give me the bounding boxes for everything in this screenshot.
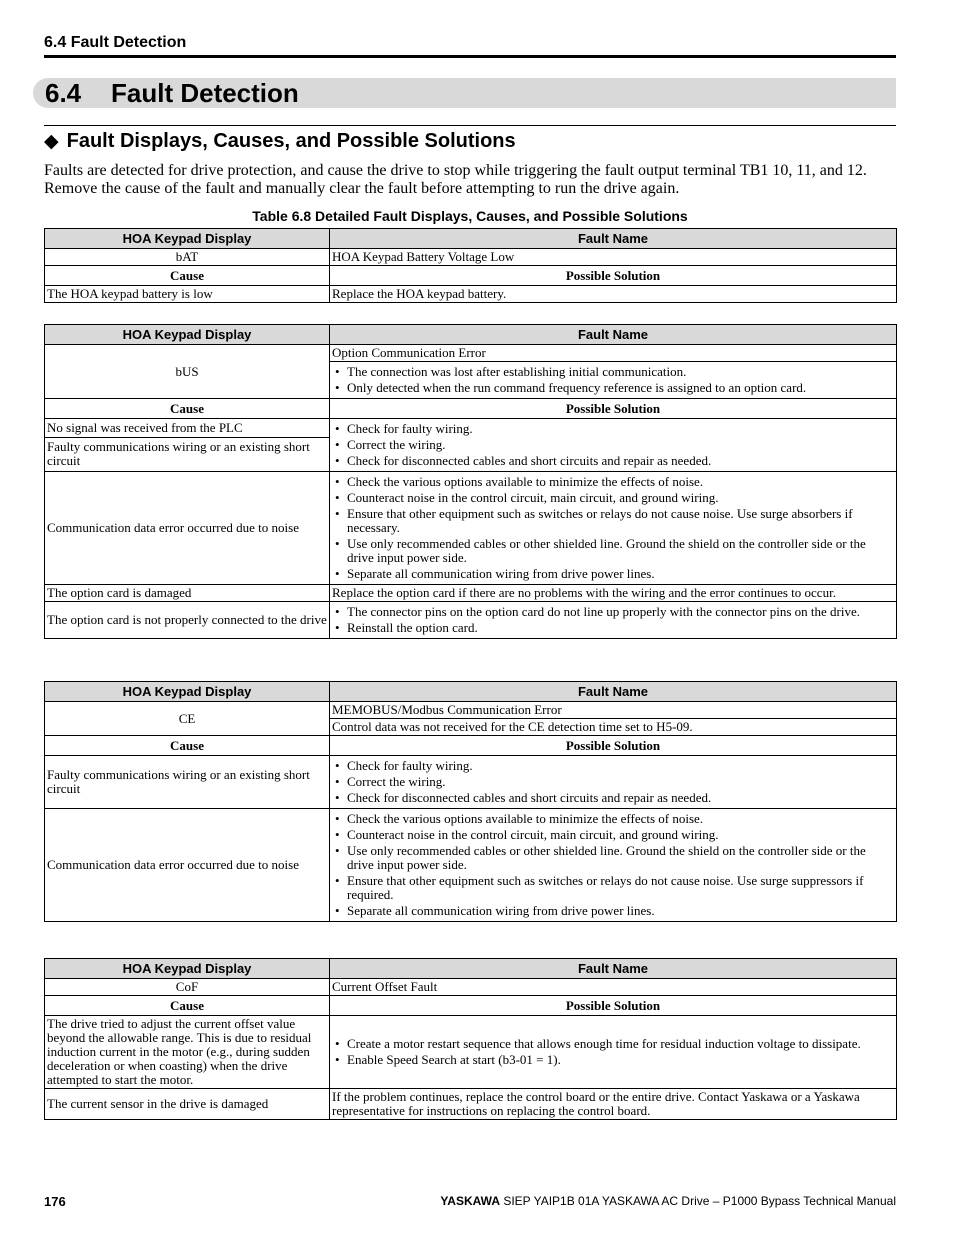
column-header-display: HOA Keypad Display: [45, 959, 330, 979]
cause-header-row: [45, 736, 897, 756]
list-item: • Use only recommended cables or other shielded line. Ground the shield on the controller side or the drive input power side.: [332, 537, 894, 565]
column-header-cause: Cause: [45, 399, 330, 419]
list-item: • Separate all communication wiring from drive power lines.: [332, 904, 894, 918]
section-number: 6.4: [45, 78, 82, 108]
column-header-cause: Cause: [45, 736, 330, 756]
cause-cell: The option card is damaged: [45, 585, 330, 602]
solution-cell: [330, 472, 897, 585]
column-header-display: HOA Keypad Display: [45, 682, 330, 702]
column-header-solution: Possible Solution: [330, 736, 897, 756]
fault-notes: [330, 362, 897, 399]
list-item: • Check for disconnected cables and short circuits and repair as needed.: [332, 791, 894, 805]
header-rule: [44, 55, 896, 58]
cause-cell: The option card is not properly connected to the drive: [45, 602, 330, 639]
list-item: • Check for faulty wiring.: [332, 422, 894, 436]
table-header-row: [45, 959, 897, 979]
cause-cell: Communication data error occurred due to noise: [45, 809, 330, 922]
fault-table-cof: [44, 958, 897, 1120]
list-item: • Create a motor restart sequence that allows enough time for residual induction voltage to dissipate.: [332, 1037, 894, 1051]
table-row: [45, 1089, 897, 1120]
column-header-solution: Possible Solution: [330, 996, 897, 1016]
cause-header-row: [45, 266, 897, 286]
solution-cell: [330, 602, 897, 639]
list-item: • Reinstall the option card.: [332, 621, 894, 635]
solution-cell: [330, 756, 897, 809]
table-caption: Table 6.8 Detailed Fault Displays, Causes, and Possible Solutions: [252, 208, 688, 224]
subsection-title: Fault Displays, Causes, and Possible Solutions: [66, 130, 516, 152]
list-item: • Only detected when the run command frequency reference is assigned to an option card.: [332, 381, 894, 395]
list-item: • Ensure that other equipment such as switches or relays do not cause noise. Use surge suppressors if required.: [332, 874, 894, 902]
list-item: • The connection was lost after establishing initial communication.: [332, 365, 894, 379]
cause-cell: Communication data error occurred due to noise: [45, 472, 330, 585]
solution-cell: Replace the HOA keypad battery.: [330, 286, 897, 303]
bullet-list: [332, 1037, 894, 1067]
page-number: 176: [44, 1194, 66, 1209]
cause-cell: The current sensor in the drive is damaged: [45, 1089, 330, 1120]
table-row: [45, 702, 897, 719]
keypad-display-code: CE: [45, 702, 330, 736]
list-item: • Enable Speed Search at start (b3-01 = 1).: [332, 1053, 894, 1067]
list-item: • Ensure that other equipment such as switches or relays do not cause noise. Use surge absorbers if necessary.: [332, 507, 894, 535]
cause-header-row: [45, 996, 897, 1016]
solution-cell: [330, 419, 897, 472]
column-header-solution: Possible Solution: [330, 399, 897, 419]
column-header-solution: Possible Solution: [330, 266, 897, 286]
list-item: • The connector pins on the option card do not line up properly with the connector pins on the drive.: [332, 605, 894, 619]
fault-table-bat: [44, 228, 897, 303]
table-row: [45, 419, 897, 438]
table-header-row: [45, 229, 897, 249]
column-header-fault-name: Fault Name: [330, 325, 897, 345]
solution-cell: [330, 1016, 897, 1089]
table-row: [45, 249, 897, 266]
column-header-fault-name: Fault Name: [330, 959, 897, 979]
list-item: • Correct the wiring.: [332, 438, 894, 452]
table-row: [45, 472, 897, 585]
cause-cell: Faulty communications wiring or an existing short circuit: [45, 756, 330, 809]
solution-cell: [330, 809, 897, 922]
fault-name: Current Offset Fault: [330, 979, 897, 996]
table-row: [45, 979, 897, 996]
keypad-display-code: CoF: [45, 979, 330, 996]
table-header-row: [45, 682, 897, 702]
footer-text: [440, 1194, 896, 1208]
bullet-list: [332, 475, 894, 581]
cause-cell: No signal was received from the PLC: [45, 419, 330, 438]
keypad-display-code: bAT: [45, 249, 330, 266]
table-row: [45, 286, 897, 303]
diamond-bullet-icon: ◆: [44, 131, 59, 152]
cause-cell: Faulty communications wiring or an existing short circuit: [45, 437, 330, 471]
bullet-list: [332, 605, 894, 635]
footer-doc-title: SIEP YAIP1B 01A YASKAWA AC Drive – P1000 Bypass Technical Manual: [503, 1194, 896, 1208]
fault-table-bus: [44, 324, 897, 639]
cause-cell: The drive tried to adjust the current offset value beyond the allowable range. This is due to residual induction current in the motor (e.g., during sudden deceleration or when coasting) when the drive attempted to start the motor.: [45, 1016, 330, 1089]
section-title-text: Fault Detection: [111, 78, 299, 108]
table-row: [45, 602, 897, 639]
fault-note: Control data was not received for the CE detection time set to H5-09.: [330, 719, 897, 736]
fault-name: MEMOBUS/Modbus Communication Error: [330, 702, 897, 719]
column-header-cause: Cause: [45, 266, 330, 286]
table-row: [45, 756, 897, 809]
fault-table-ce: [44, 681, 897, 922]
list-item: • Use only recommended cables or other shielded line. Ground the shield on the controller side or the drive input power side.: [332, 844, 894, 872]
fault-name: Option Communication Error: [330, 345, 897, 362]
table-row: [45, 585, 897, 602]
column-header-fault-name: Fault Name: [330, 229, 897, 249]
intro-paragraph: Faults are detected for drive protection, and cause the drive to stop while triggering the fault output terminal TB1 10, 11, and 12. Remove the cause of the fault and manually clear the fault before attempting to run the drive again.: [44, 162, 867, 197]
list-item: • Counteract noise in the control circuit, main circuit, and ground wiring.: [332, 828, 894, 842]
column-header-display: HOA Keypad Display: [45, 229, 330, 249]
list-item: • Correct the wiring.: [332, 775, 894, 789]
fault-name: HOA Keypad Battery Voltage Low: [330, 249, 897, 266]
table-header-row: [45, 325, 897, 345]
bullet-list: [332, 422, 894, 468]
list-item: • Check the various options available to minimize the effects of noise.: [332, 812, 894, 826]
list-item: • Separate all communication wiring from drive power lines.: [332, 567, 894, 581]
subsection-rule: [44, 125, 896, 126]
solution-cell: Replace the option card if there are no problems with the wiring and the error continues to occur.: [330, 585, 897, 602]
keypad-display-code: bUS: [45, 345, 330, 399]
column-header-display: HOA Keypad Display: [45, 325, 330, 345]
column-header-cause: Cause: [45, 996, 330, 1016]
table-row: [45, 809, 897, 922]
bullet-list: [332, 812, 894, 918]
solution-cell: If the problem continues, replace the control board or the entire drive. Contact Yaskawa or a Yaskawa representative for instructions on replacing the control board.: [330, 1089, 897, 1120]
column-header-fault-name: Fault Name: [330, 682, 897, 702]
cause-cell: The HOA keypad battery is low: [45, 286, 330, 303]
list-item: • Check the various options available to minimize the effects of noise.: [332, 475, 894, 489]
running-header: 6.4 Fault Detection: [44, 34, 187, 51]
list-item: • Counteract noise in the control circuit, main circuit, and ground wiring.: [332, 491, 894, 505]
cause-header-row: [45, 399, 897, 419]
bullet-list: [332, 759, 894, 805]
section-title: [45, 77, 299, 109]
list-item: • Check for disconnected cables and short circuits and repair as needed.: [332, 454, 894, 468]
table-row: [45, 1016, 897, 1089]
bullet-list: [332, 365, 894, 395]
subsection-heading: [44, 129, 516, 154]
footer-brand: YASKAWA: [440, 1194, 500, 1208]
table-row: [45, 345, 897, 362]
list-item: • Check for faulty wiring.: [332, 759, 894, 773]
